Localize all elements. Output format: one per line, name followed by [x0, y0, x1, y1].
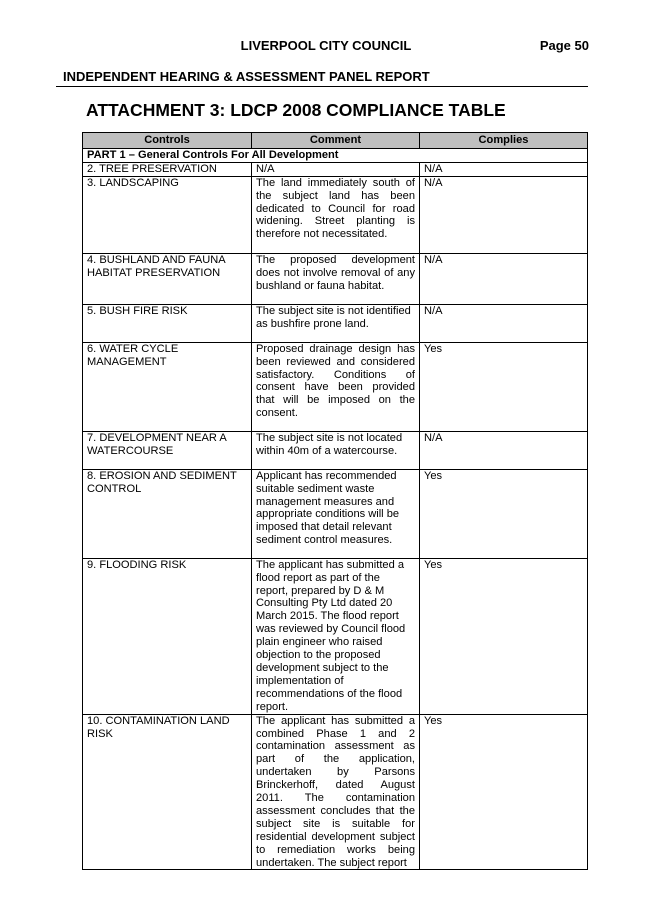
table-row	[83, 162, 588, 176]
control-cell: 4. BUSHLAND AND FAUNA HABITAT PRESERVATION	[83, 253, 252, 304]
control-cell: 10. CONTAMINATION LAND RISK	[83, 714, 252, 870]
table-row	[83, 304, 588, 342]
comment-cell: N/A	[252, 162, 420, 176]
comment-cell: The land immediately south of the subject land has been dedicated to Council for road widening. Street planting is therefore not necessitated.	[252, 176, 420, 253]
complies-cell: N/A	[420, 253, 588, 304]
complies-cell: Yes	[420, 714, 588, 870]
complies-cell: N/A	[420, 304, 588, 342]
control-cell: 3. LANDSCAPING	[83, 176, 252, 253]
council-name: LIVERPOOL CITY COUNCIL	[240, 38, 412, 53]
column-header-comment: Comment	[252, 133, 420, 149]
comment-cell: The applicant has submitted a combined Phase 1 and 2 contamination assessment as part of the application, undertaken by Parsons Brinckerhoff, dated August 2011. The contamination assessment concludes that the subject site is suitable for residential development subject to remediation works being undertaken. The subject report	[252, 714, 420, 870]
page-number: Page 50	[539, 38, 589, 53]
comment-cell: Applicant has recommended suitable sediment waste management measures and appropriate conditions will be imposed that detail relevant sediment control measures.	[252, 469, 420, 558]
compliance-table	[82, 132, 588, 870]
complies-cell: N/A	[420, 162, 588, 176]
complies-cell: N/A	[420, 431, 588, 469]
control-cell: 8. EROSION AND SEDIMENT CONTROL	[83, 469, 252, 558]
column-header-complies: Complies	[420, 133, 588, 149]
attachment-title: ATTACHMENT 3: LDCP 2008 COMPLIANCE TABLE	[86, 100, 506, 120]
control-cell: 2. TREE PRESERVATION	[83, 162, 252, 176]
table-row	[83, 558, 588, 714]
part-heading-row	[83, 148, 588, 162]
complies-cell: Yes	[420, 469, 588, 558]
control-cell: 5. BUSH FIRE RISK	[83, 304, 252, 342]
control-cell: 6. WATER CYCLE MANAGEMENT	[83, 342, 252, 431]
part-1-heading: PART 1 – General Controls For All Development	[83, 148, 588, 162]
report-title: INDEPENDENT HEARING & ASSESSMENT PANEL REPORT	[63, 69, 430, 84]
header-divider	[56, 86, 588, 87]
table-row	[83, 469, 588, 558]
table-row	[83, 431, 588, 469]
table-row	[83, 253, 588, 304]
complies-cell: Yes	[420, 342, 588, 431]
comment-cell: The subject site is not located within 40m of a watercourse.	[252, 431, 420, 469]
complies-cell: N/A	[420, 176, 588, 253]
table-header-row	[83, 133, 588, 149]
control-cell: 7. DEVELOPMENT NEAR A WATERCOURSE	[83, 431, 252, 469]
comment-cell: The applicant has submitted a flood report as part of the report, prepared by D & M Consulting Pty Ltd dated 20 March 2015. The flood report was reviewed by Council flood plain engineer who raised objection to the proposed development subject to the implementation of recommendations of the flood report.	[252, 558, 420, 714]
table-row	[83, 176, 588, 253]
table-row	[83, 714, 588, 870]
comment-cell: The proposed development does not involve removal of any bushland or fauna habitat.	[252, 253, 420, 304]
complies-cell: Yes	[420, 558, 588, 714]
comment-cell: The subject site is not identified as bushfire prone land.	[252, 304, 420, 342]
control-cell: 9. FLOODING RISK	[83, 558, 252, 714]
comment-cell: Proposed drainage design has been reviewed and considered satisfactory. Conditions of consent have been provided that will be imposed on the consent.	[252, 342, 420, 431]
table-row	[83, 342, 588, 431]
column-header-controls: Controls	[83, 133, 252, 149]
